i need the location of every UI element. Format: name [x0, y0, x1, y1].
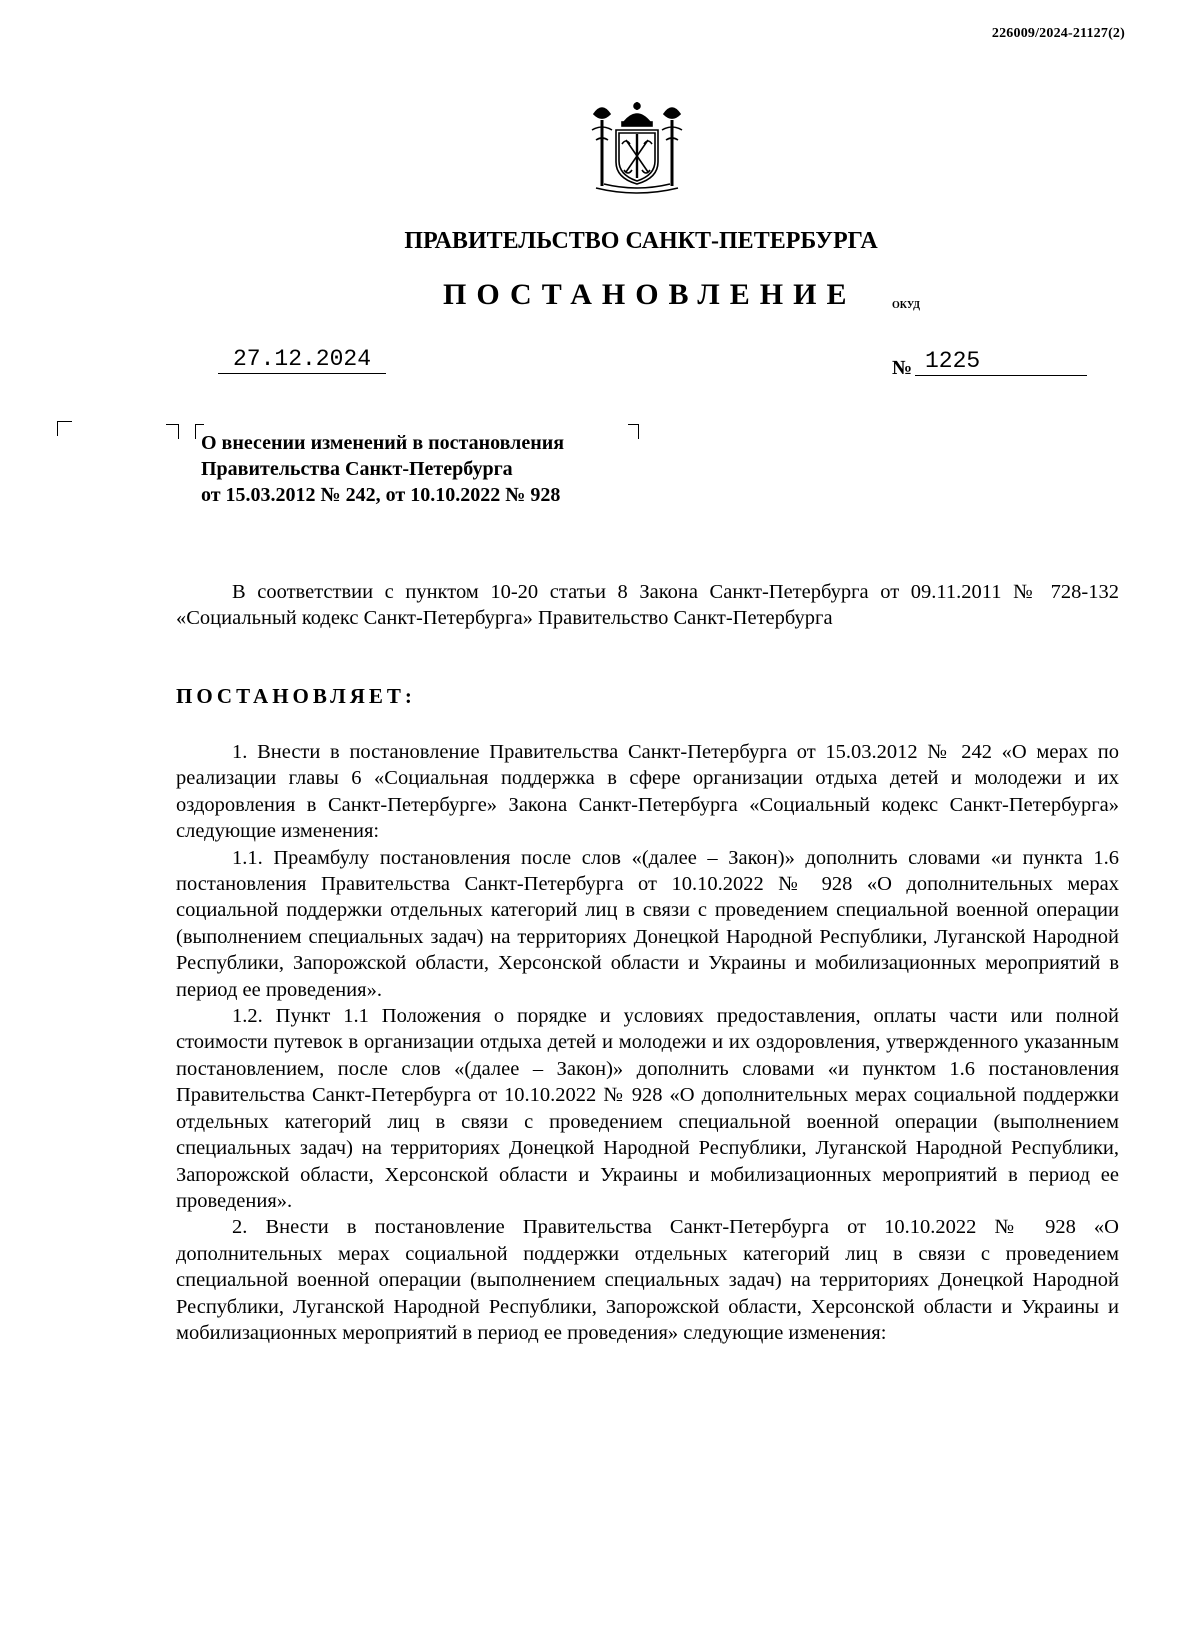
- decree-item: 1.2. Пункт 1.1 Положения о порядке и условиях предоставления, оплаты части или полной стоимости путевок в организации отдыха детей и молодежи и их оздоровления, утвержденного указанным постановлением, после слов «(далее – Закон)» дополнить словами «и пунктом 1.6 постановления Правительства Санкт-Петербурга от 10.10.2022 № 928 «О дополнительных мерах социальной поддержки отдельных категорий лиц в связи с проведением специальной военной операции (выполнением специальных задач) на территориях Донецкой Народной Республики, Луганской Народной Республики, Запорожской области, Херсонской области и Украины и мобилизационных мероприятий в период ее проведения».: [176, 1005, 1119, 1212]
- decree-heading: ПОСТАНОВЛЯЕТ:: [176, 684, 416, 708]
- subject-line: от 15.03.2012 № 242, от 10.10.2022 № 928: [201, 484, 561, 506]
- document-type: ПОСТАНОВЛЕНИЕ: [443, 278, 857, 311]
- subject-line: О внесении изменений в постановления: [201, 432, 565, 454]
- coat-of-arms-icon: [586, 100, 688, 200]
- registration-number: 226009/2024-21127(2): [991, 26, 1125, 41]
- decree-items: [176, 739, 1119, 1346]
- corner-mark: [57, 421, 72, 436]
- document-date: 27.12.2024: [218, 345, 386, 374]
- decree-item: 1.1. Преамбулу постановления после слов «(далее – Закон)» дополнить словами «и пункта 1.6 постановления Правительства Санкт-Петербурга от 10.10.2022 № 928 «О дополнительных мерах социальной поддержки отдельных категорий лиц в связи с проведением специальной военной операции (выполнением специальных задач) на территориях Донецкой Народной Республики, Луганской Народной Республики, Запорожской области, Херсонской области и Украины и мобилизационных мероприятий в период ее проведения».: [176, 846, 1119, 1001]
- decree-item: 1. Внести в постановление Правительства Санкт-Петербурга от 15.03.2012 № 242 «О мерах по реализации главы 6 «Социальная поддержка в сфере организации отдыха детей и молодежи и их оздоровления в Санкт-Петербурге» Закона Санкт-Петербурга «Социальный кодекс Санкт-Петербурга» следующие изменения:: [176, 741, 1119, 843]
- okud-label: ОКУД: [892, 300, 921, 311]
- document-subject: [201, 430, 661, 508]
- decree-item: 2. Внести в постановление Правительства Санкт-Петербурга от 10.10.2022 № 928 «О дополнительных мерах социальной поддержки отдельных категорий лиц в связи с проведением специальной военной операции (выполнением специальных задач) на территориях Донецкой Народной Республики, Луганской Народной Республики, Запорожской области, Херсонской области и Украины и мобилизационных мероприятий в период ее проведения» следующие изменения:: [176, 1216, 1119, 1344]
- document-number: 1225: [915, 347, 1087, 376]
- preamble-paragraph: В соответствии с пунктом 10-20 статьи 8 Закона Санкт-Петербурга от 09.11.2011 № 728-132 «Социальный кодекс Санкт-Петербурга» Правительство Санкт-Петербурга: [176, 581, 1119, 630]
- number-prefix: №: [892, 357, 913, 379]
- subject-line: Правительства Санкт-Петербурга: [201, 458, 513, 480]
- corner-mark: [166, 424, 179, 439]
- government-title: ПРАВИТЕЛЬСТВО САНКТ-ПЕТЕРБУРГА: [404, 228, 878, 254]
